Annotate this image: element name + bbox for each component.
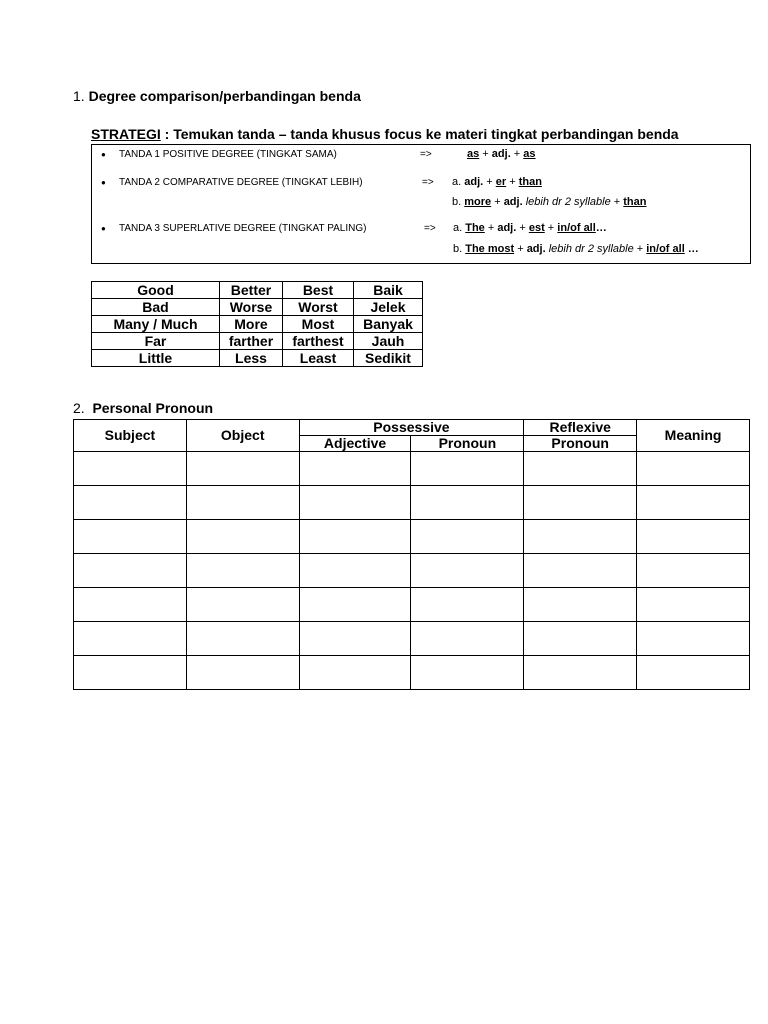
table-row — [74, 622, 750, 656]
formula-term: as — [467, 148, 480, 160]
empty-cell[interactable] — [411, 588, 524, 622]
formula-plus: + — [479, 148, 492, 160]
tanda-2-formula-a — [452, 176, 542, 188]
formula-prefix: a. — [453, 222, 466, 234]
bullet-icon: ● — [101, 178, 106, 187]
table-cell: Far — [92, 333, 220, 350]
table-cell: farthest — [283, 333, 354, 350]
formula-prefix: b. — [453, 243, 466, 255]
formula-plus: + — [544, 222, 558, 234]
strategi-label: STRATEGI — [91, 126, 161, 142]
empty-cell[interactable] — [299, 588, 411, 622]
table-cell: Bad — [92, 299, 220, 316]
tanda-1-formula — [467, 148, 536, 160]
formula-term: er — [495, 176, 507, 188]
empty-cell[interactable] — [411, 622, 524, 656]
formula-plus: + — [610, 196, 624, 208]
empty-cell[interactable] — [637, 452, 750, 486]
table-cell: Many / Much — [92, 316, 220, 333]
header-reflexive: Reflexive — [524, 420, 637, 436]
header-object: Object — [186, 420, 299, 452]
formula-plus: + — [633, 243, 647, 255]
header-meaning: Meaning — [637, 420, 750, 452]
table-cell: Good — [92, 282, 220, 299]
formula-term: more — [464, 196, 492, 208]
empty-cell[interactable] — [299, 486, 411, 520]
tanda-3-label: TANDA 3 SUPERLATIVE DEGREE (TINGKAT PALING) — [119, 223, 367, 234]
empty-cell[interactable] — [637, 588, 750, 622]
empty-cell[interactable] — [74, 588, 187, 622]
tanda-3-formula-b — [453, 243, 699, 255]
tanda-1-arrow: => — [420, 149, 432, 160]
pronoun-table — [73, 419, 750, 690]
table-cell: Banyak — [354, 316, 423, 333]
tanda-1-label: TANDA 1 POSITIVE DEGREE (TINGKAT SAMA) — [119, 149, 337, 160]
tanda-3-formula-a — [453, 222, 607, 234]
tanda-3-arrow: => — [424, 223, 436, 234]
empty-cell[interactable] — [299, 554, 411, 588]
empty-cell[interactable] — [74, 520, 187, 554]
formula-term: as — [523, 148, 536, 160]
formula-dots: … — [595, 222, 607, 234]
section-1-heading — [73, 88, 361, 104]
tanda-2-formula-b — [452, 196, 646, 208]
empty-cell[interactable] — [637, 622, 750, 656]
formula-term: than — [518, 176, 542, 188]
empty-cell[interactable] — [524, 622, 637, 656]
empty-cell[interactable] — [411, 520, 524, 554]
empty-cell[interactable] — [186, 588, 299, 622]
table-row — [92, 282, 423, 299]
formula-prefix: a. — [452, 176, 465, 188]
empty-cell[interactable] — [411, 452, 524, 486]
empty-cell[interactable] — [74, 656, 187, 690]
bullet-icon: ● — [101, 150, 106, 159]
formula-term: adj. — [497, 222, 517, 234]
formula-plus: + — [510, 148, 524, 160]
table-row — [92, 299, 423, 316]
header-subject: Subject — [74, 420, 187, 452]
formula-term: est — [528, 222, 545, 234]
header-possessive: Possessive — [299, 420, 524, 436]
empty-cell[interactable] — [299, 452, 411, 486]
table-row — [92, 333, 423, 350]
table-cell: Most — [283, 316, 354, 333]
formula-term: adj. — [491, 148, 511, 160]
table-cell: Better — [220, 282, 283, 299]
table-cell: Jauh — [354, 333, 423, 350]
table-row — [92, 316, 423, 333]
bullet-icon: ● — [101, 224, 106, 233]
empty-cell[interactable] — [411, 656, 524, 690]
empty-cell[interactable] — [637, 486, 750, 520]
empty-cell[interactable] — [524, 520, 637, 554]
formula-term: adj. — [526, 243, 546, 255]
formula-plus: + — [514, 243, 527, 255]
empty-cell[interactable] — [186, 622, 299, 656]
tanda-2-arrow: => — [422, 177, 434, 188]
header-adjective: Adjective — [299, 436, 411, 452]
empty-cell[interactable] — [637, 520, 750, 554]
formula-plus: + — [483, 176, 496, 188]
empty-cell[interactable] — [74, 622, 187, 656]
empty-cell[interactable] — [524, 588, 637, 622]
table-cell: Best — [283, 282, 354, 299]
header-pronoun: Pronoun — [411, 436, 524, 452]
section-2-heading — [73, 400, 213, 416]
strategi-line — [91, 126, 679, 142]
empty-cell[interactable] — [186, 656, 299, 690]
empty-cell[interactable] — [299, 656, 411, 690]
empty-cell[interactable] — [524, 452, 637, 486]
formula-term: in/of all — [557, 222, 596, 234]
empty-cell[interactable] — [524, 486, 637, 520]
table-cell: Worst — [283, 299, 354, 316]
empty-cell[interactable] — [186, 452, 299, 486]
empty-cell[interactable] — [186, 520, 299, 554]
table-row — [74, 588, 750, 622]
formula-term: The — [465, 222, 485, 234]
formula-note: lebih dr 2 syllable — [545, 243, 634, 255]
section-2-number: 2. — [73, 400, 85, 416]
formula-prefix: b. — [452, 196, 465, 208]
formula-term: adj. — [464, 176, 484, 188]
comparison-table — [91, 281, 423, 367]
formula-plus: + — [484, 222, 498, 234]
empty-cell[interactable] — [411, 486, 524, 520]
tanda-2-label: TANDA 2 COMPARATIVE DEGREE (TINGKAT LEBIH) — [119, 177, 363, 188]
table-row — [74, 656, 750, 690]
section-2-title: Personal Pronoun — [92, 400, 214, 416]
empty-cell[interactable] — [637, 554, 750, 588]
empty-cell[interactable] — [186, 554, 299, 588]
empty-cell[interactable] — [299, 520, 411, 554]
table-row — [92, 350, 423, 367]
table-cell: farther — [220, 333, 283, 350]
empty-cell[interactable] — [299, 622, 411, 656]
empty-cell[interactable] — [411, 554, 524, 588]
empty-cell[interactable] — [524, 656, 637, 690]
formula-dots: … — [684, 243, 699, 255]
table-cell: Least — [283, 350, 354, 367]
section-1-number: 1. — [73, 88, 85, 104]
header-reflexive-pronoun: Pronoun — [524, 436, 637, 452]
table-cell: Sedikit — [354, 350, 423, 367]
table-cell: Baik — [354, 282, 423, 299]
formula-plus: + — [516, 222, 529, 234]
section-1-title: Degree comparison/perbandingan benda — [88, 88, 361, 104]
formula-term: in/of all — [646, 243, 685, 255]
formula-term: than — [623, 196, 647, 208]
empty-cell[interactable] — [186, 486, 299, 520]
empty-cell[interactable] — [524, 554, 637, 588]
table-cell: Less — [220, 350, 283, 367]
strategi-text: : Temukan tanda – tanda khusus focus ke materi tingkat perbandingan benda — [160, 126, 679, 142]
formula-note: lebih dr 2 syllable — [522, 196, 611, 208]
formula-term: The most — [465, 243, 515, 255]
empty-cell[interactable] — [637, 656, 750, 690]
table-row — [74, 452, 750, 486]
table-row — [74, 554, 750, 588]
formula-plus: + — [491, 196, 504, 208]
formula-plus: + — [506, 176, 519, 188]
table-cell: More — [220, 316, 283, 333]
table-cell: Jelek — [354, 299, 423, 316]
table-row — [74, 520, 750, 554]
empty-cell[interactable] — [74, 452, 187, 486]
table-cell: Little — [92, 350, 220, 367]
empty-cell[interactable] — [74, 486, 187, 520]
table-header-row — [74, 420, 750, 436]
table-cell: Worse — [220, 299, 283, 316]
table-row — [74, 486, 750, 520]
formula-term: adj. — [503, 196, 523, 208]
empty-cell[interactable] — [74, 554, 187, 588]
